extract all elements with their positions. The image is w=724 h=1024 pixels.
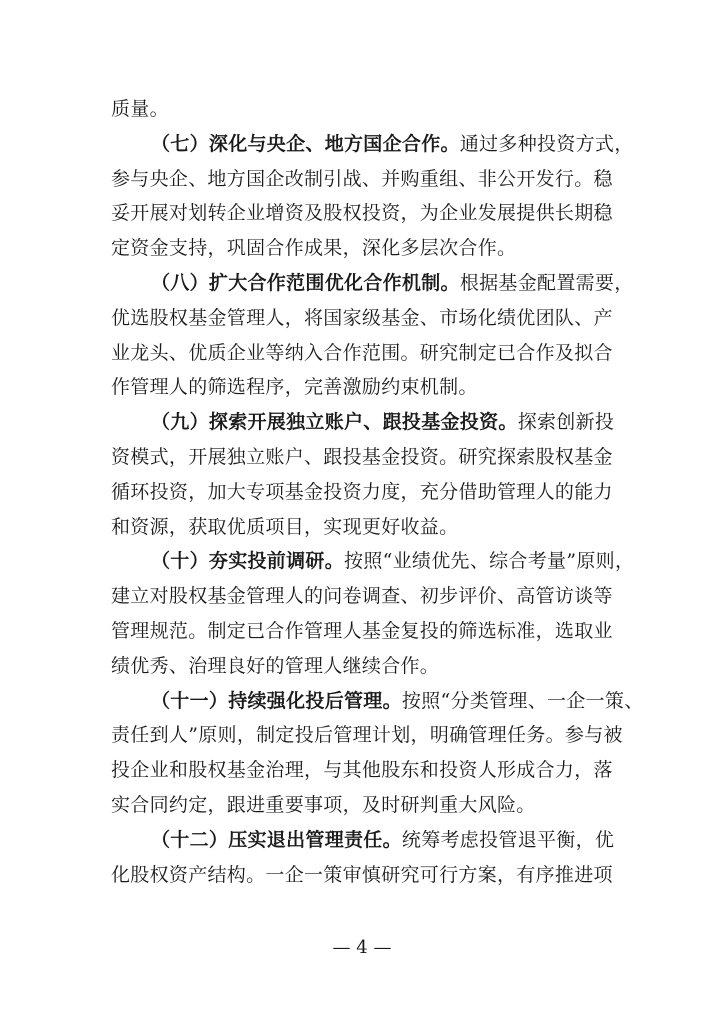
- section-heading: （八）扩大合作范围优化合作机制。: [151, 271, 460, 294]
- line-text: 通过多种投资方式，: [459, 132, 634, 155]
- paragraph-line: [111, 649, 611, 684]
- section-heading: （十一）持续强化投后管理。: [151, 689, 402, 712]
- line-text: 循环投资，加大专项基金投资力度，充分借助管理人的能力: [111, 480, 613, 503]
- paragraph-line: [111, 684, 644, 719]
- line-text: 投企业和股权基金治理，与其他股东和投资人形成合力，落: [111, 759, 613, 782]
- paragraph-line: [111, 301, 611, 336]
- line-text: 质量。: [111, 98, 169, 120]
- line-text: 和资源，获取优质项目，实现更好收益。: [111, 515, 459, 538]
- line-text: 管理规范。制定已合作管理人基金复投的筛选标准，选取业: [111, 619, 613, 642]
- paragraph-line: [111, 614, 611, 649]
- paragraph-line: [111, 440, 611, 475]
- paragraph-line: [111, 544, 635, 579]
- line-text: 优选股权基金管理人，将国家级基金、市场化绩优团队、产: [111, 306, 613, 329]
- paragraph-line: [111, 718, 623, 753]
- line-text: 作管理人的筛选程序，完善激励约束机制。: [111, 376, 478, 399]
- paragraph-line: [111, 579, 611, 614]
- section-heading: （十二）压实退出管理责任。: [151, 828, 402, 851]
- paragraph-line: [111, 823, 615, 858]
- document-page: [111, 92, 644, 892]
- line-text: 责任到人”原则，制定投后管理计划，明确管理任务。参与被: [111, 724, 623, 747]
- line-text: 业龙头、优质企业等纳入合作范围。研究制定已合作及拟合: [111, 341, 613, 364]
- line-text: 定资金支持，巩固合作成果，深化多层次合作。: [111, 237, 517, 260]
- paragraph-line: [111, 475, 611, 510]
- paragraph-line: [111, 788, 611, 823]
- paragraph-line: [111, 510, 611, 545]
- section-heading: （九）探索开展独立账户、跟投基金投资。: [151, 411, 518, 434]
- line-text: 探索创新投: [517, 411, 615, 434]
- line-text: 建立对股权基金管理人的问卷调查、初步评价、高管访谈等: [111, 585, 613, 608]
- page-number: — 4 —: [332, 937, 392, 958]
- line-text: 资模式，开展独立账户、跟投基金投资。研究探索股权基金: [111, 445, 613, 468]
- paragraph-line: [111, 196, 611, 231]
- line-text: 按照“分类管理、一企一策、: [401, 689, 644, 712]
- paragraph-line: [111, 858, 611, 893]
- line-text: 实合同约定，跟进重要事项，及时研判重大风险。: [111, 793, 536, 816]
- paragraph-line: [111, 266, 634, 301]
- line-text: 按照“业绩优先、综合考量”原则，: [344, 550, 635, 573]
- paragraph-line: [111, 231, 611, 266]
- paragraph-line: [111, 336, 611, 371]
- line-text: 绩优秀、治理良好的管理人继续合作。: [111, 654, 440, 677]
- section-heading: （十）夯实投前调研。: [151, 550, 345, 573]
- line-text: 统筹考虑投管退平衡，优: [401, 828, 615, 851]
- paragraph-line: [111, 405, 615, 440]
- line-text: 参与央企、地方国企改制引战、并购重组、非公开发行。稳: [111, 167, 613, 190]
- line-text: 化股权资产结构。一企一策审慎研究可行方案，有序推进项: [111, 863, 613, 886]
- paragraph-line: [111, 753, 611, 788]
- line-text: 根据基金配置需要，: [459, 271, 634, 294]
- paragraph-line: [111, 92, 611, 127]
- line-text: 妥开展对划转企业增资及股权投资，为企业发展提供长期稳: [111, 202, 613, 225]
- paragraph-line: [111, 127, 634, 162]
- paragraph-line: [111, 370, 611, 405]
- paragraph-line: [111, 162, 611, 197]
- section-heading: （七）深化与央企、地方国企合作。: [151, 132, 460, 155]
